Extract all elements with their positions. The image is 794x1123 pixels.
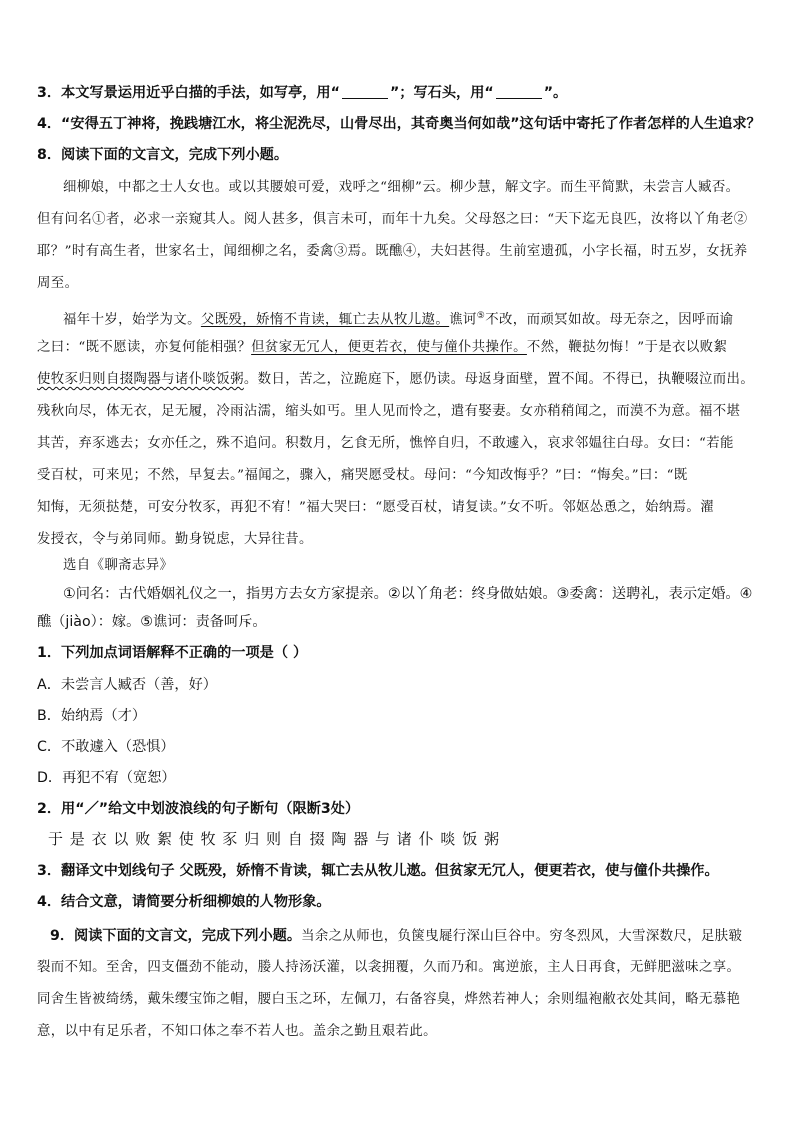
option-d[interactable]: D．再犯不宥（宽恕） <box>37 770 176 786</box>
footnotes-line: ①问名：古代婚姻礼仪之一，指男方去女方家提亲。②以丫角老：终身做姑娘。③委禽：送聘礼，表示定婚。④ <box>63 586 753 602</box>
footnote-marker: ⑤ <box>476 311 486 321</box>
passage-8-line <box>37 370 757 390</box>
underlined-sentence: 父既殁，娇惰不肯读，辄亡去从牧儿遨。 <box>200 312 450 328</box>
passage-9-line: 同舍生皆被绮绣，戴朱缨宝饰之帽，腰白玉之环，左佩刀，右备容臭，烨然若神人；余则缊袍敝衣处其间，略无慕艳 <box>37 992 741 1007</box>
passage-text: 谯诃 <box>449 312 477 328</box>
passage-text: 。数日，苦之，泣跪庭下，愿仍读。母返身面壁，置不闻。不得已，执鞭啜泣而出。 <box>243 372 755 387</box>
passage-source: 选自《聊斋志异》 <box>63 558 174 573</box>
section-9-line <box>50 926 757 947</box>
passage-8-line: 知悔，无须挞楚，可安分牧豕，再犯不宥！”福大哭曰：“愿受百杖，请复读。”女不听。邻妪怂恿之，始纳焉。濯 <box>37 500 714 515</box>
sentence-to-punctuate: 于是衣以败絮使牧豕归则自掇陶器与诸仆啖饭粥 <box>48 830 506 848</box>
question-7-3-text: 3．本文写景运用近乎白描的手法，如写亭，用“ <box>37 85 340 101</box>
passage-text: 不然，鞭挞勿悔！”于是衣以败絮 <box>526 340 728 355</box>
option-c[interactable]: C．不敢遽入（恐惧） <box>37 739 175 755</box>
answer-blank-1[interactable] <box>342 86 388 99</box>
question-7-3 <box>37 83 757 103</box>
passage-8-line: 耶？”时有高生者，世家名士，闻细柳之名，委禽③焉。既醮④，夫妇甚得。生前室遗孤，小字长福，时五岁，女抚养 <box>37 244 748 259</box>
passage-8-line: 细柳娘，中都之士人女也。或以其腰娘可爱，戏呼之“细柳”云。柳少慧，解文字。而生平简默，未尝言人臧否。 <box>63 180 740 195</box>
option-b[interactable]: B．始纳焉（才） <box>37 708 147 724</box>
question-7-3-text-end: ”。 <box>543 85 568 101</box>
passage-8-line: 残秋向尽，体无衣，足无履，冷雨沾濡，缩头如丐。里人见而怜之，遣有娶妻。女亦稍稍闻之，而漠不为意。福不堪 <box>37 404 741 419</box>
question-7-4: 4．“安得五丁神将，挽践塘江水，将尘泥洗尽，山骨尽出，其奇奥当何如哉”这句话中寄托了作者怎样的人生追求？ <box>37 116 761 132</box>
section-8-heading: 8．阅读下面的文言文，完成下列小题。 <box>37 147 289 163</box>
passage-text: 之曰：“既不愿读，亦复何能相强？ <box>37 340 252 355</box>
footnotes-line: 醮（jiào）：嫁。⑤谯诃：责备呵斥。 <box>37 614 267 630</box>
wavy-underlined-sentence: 使牧豕归则自掇陶器与诸仆啖饭粥 <box>37 372 244 387</box>
passage-8-line: 但有问名①者，必求一亲窥其人。阅人甚多，俱言未可，而年十九矣。父母怒之曰：“天下迄无良匹，汝将以丫角老② <box>37 212 748 227</box>
passage-text: 不改，而顽冥如故。母无奈之，因呼而谕 <box>485 312 734 328</box>
passage-text: 福年十岁，始学为文。 <box>63 312 201 328</box>
passage-9-line: 裂而不知。至舍，四支僵劲不能动，媵人持汤沃灌，以衾拥覆，久而乃和。寓逆旅，主人日再食，无鲜肥滋味之享。 <box>37 960 741 975</box>
passage-8-line: 周至。 <box>37 276 79 291</box>
passage-9-line: 意，以中有足乐者，不知口体之奉不若人也。盖余之勤且艰若此。 <box>37 1024 437 1039</box>
option-a[interactable]: A．未尝言人臧否（善，好） <box>37 677 217 693</box>
underlined-sentence: 但贫家无冗人，便更若衣，使与僮仆共操作。 <box>251 340 527 355</box>
passage-8-line <box>63 306 757 330</box>
question-7-3-text-mid: ”；写石头，用“ <box>389 85 494 101</box>
question-8-4: 4．结合文意，请简要分析细柳娘的人物形象。 <box>37 894 331 910</box>
question-8-2: 2．用“／”给文中划波浪线的句子断句（限断3处） <box>37 801 360 817</box>
question-8-3: 3．翻译文中划线句子 父既殁，娇惰不肯读，辄亡去从牧儿遨。但贫家无冗人，便更若衣，使与僮仆共操作。 <box>37 863 719 879</box>
question-8-1: 1．下列加点词语解释不正确的一项是（ ） <box>37 645 308 661</box>
passage-8-line: 受百杖，可来见；不然，早复去。”福闻之，骤入，痛哭愿受杖。母问：“今知改悔乎？”曰：“悔矣。”曰：“既 <box>37 468 688 483</box>
section-9-heading: 9．阅读下面的文言文，完成下列小题。 <box>50 928 302 944</box>
passage-8-line: 发授衣，令与弟同师。勤身锐虑，大异往昔。 <box>37 532 313 547</box>
passage-8-line: 其苦，弃豕逃去；女亦任之，殊不追问。积数月，乞食无所，憔悴自归，不敢遽入，哀求邻媪往白母。女曰：“若能 <box>37 436 734 451</box>
passage-8-line <box>37 338 757 358</box>
passage-text: 当余之从师也，负箧曳屣行深山巨谷中。穷冬烈风，大雪深数尺，足肤皲 <box>301 929 743 944</box>
answer-blank-2[interactable] <box>496 86 542 99</box>
